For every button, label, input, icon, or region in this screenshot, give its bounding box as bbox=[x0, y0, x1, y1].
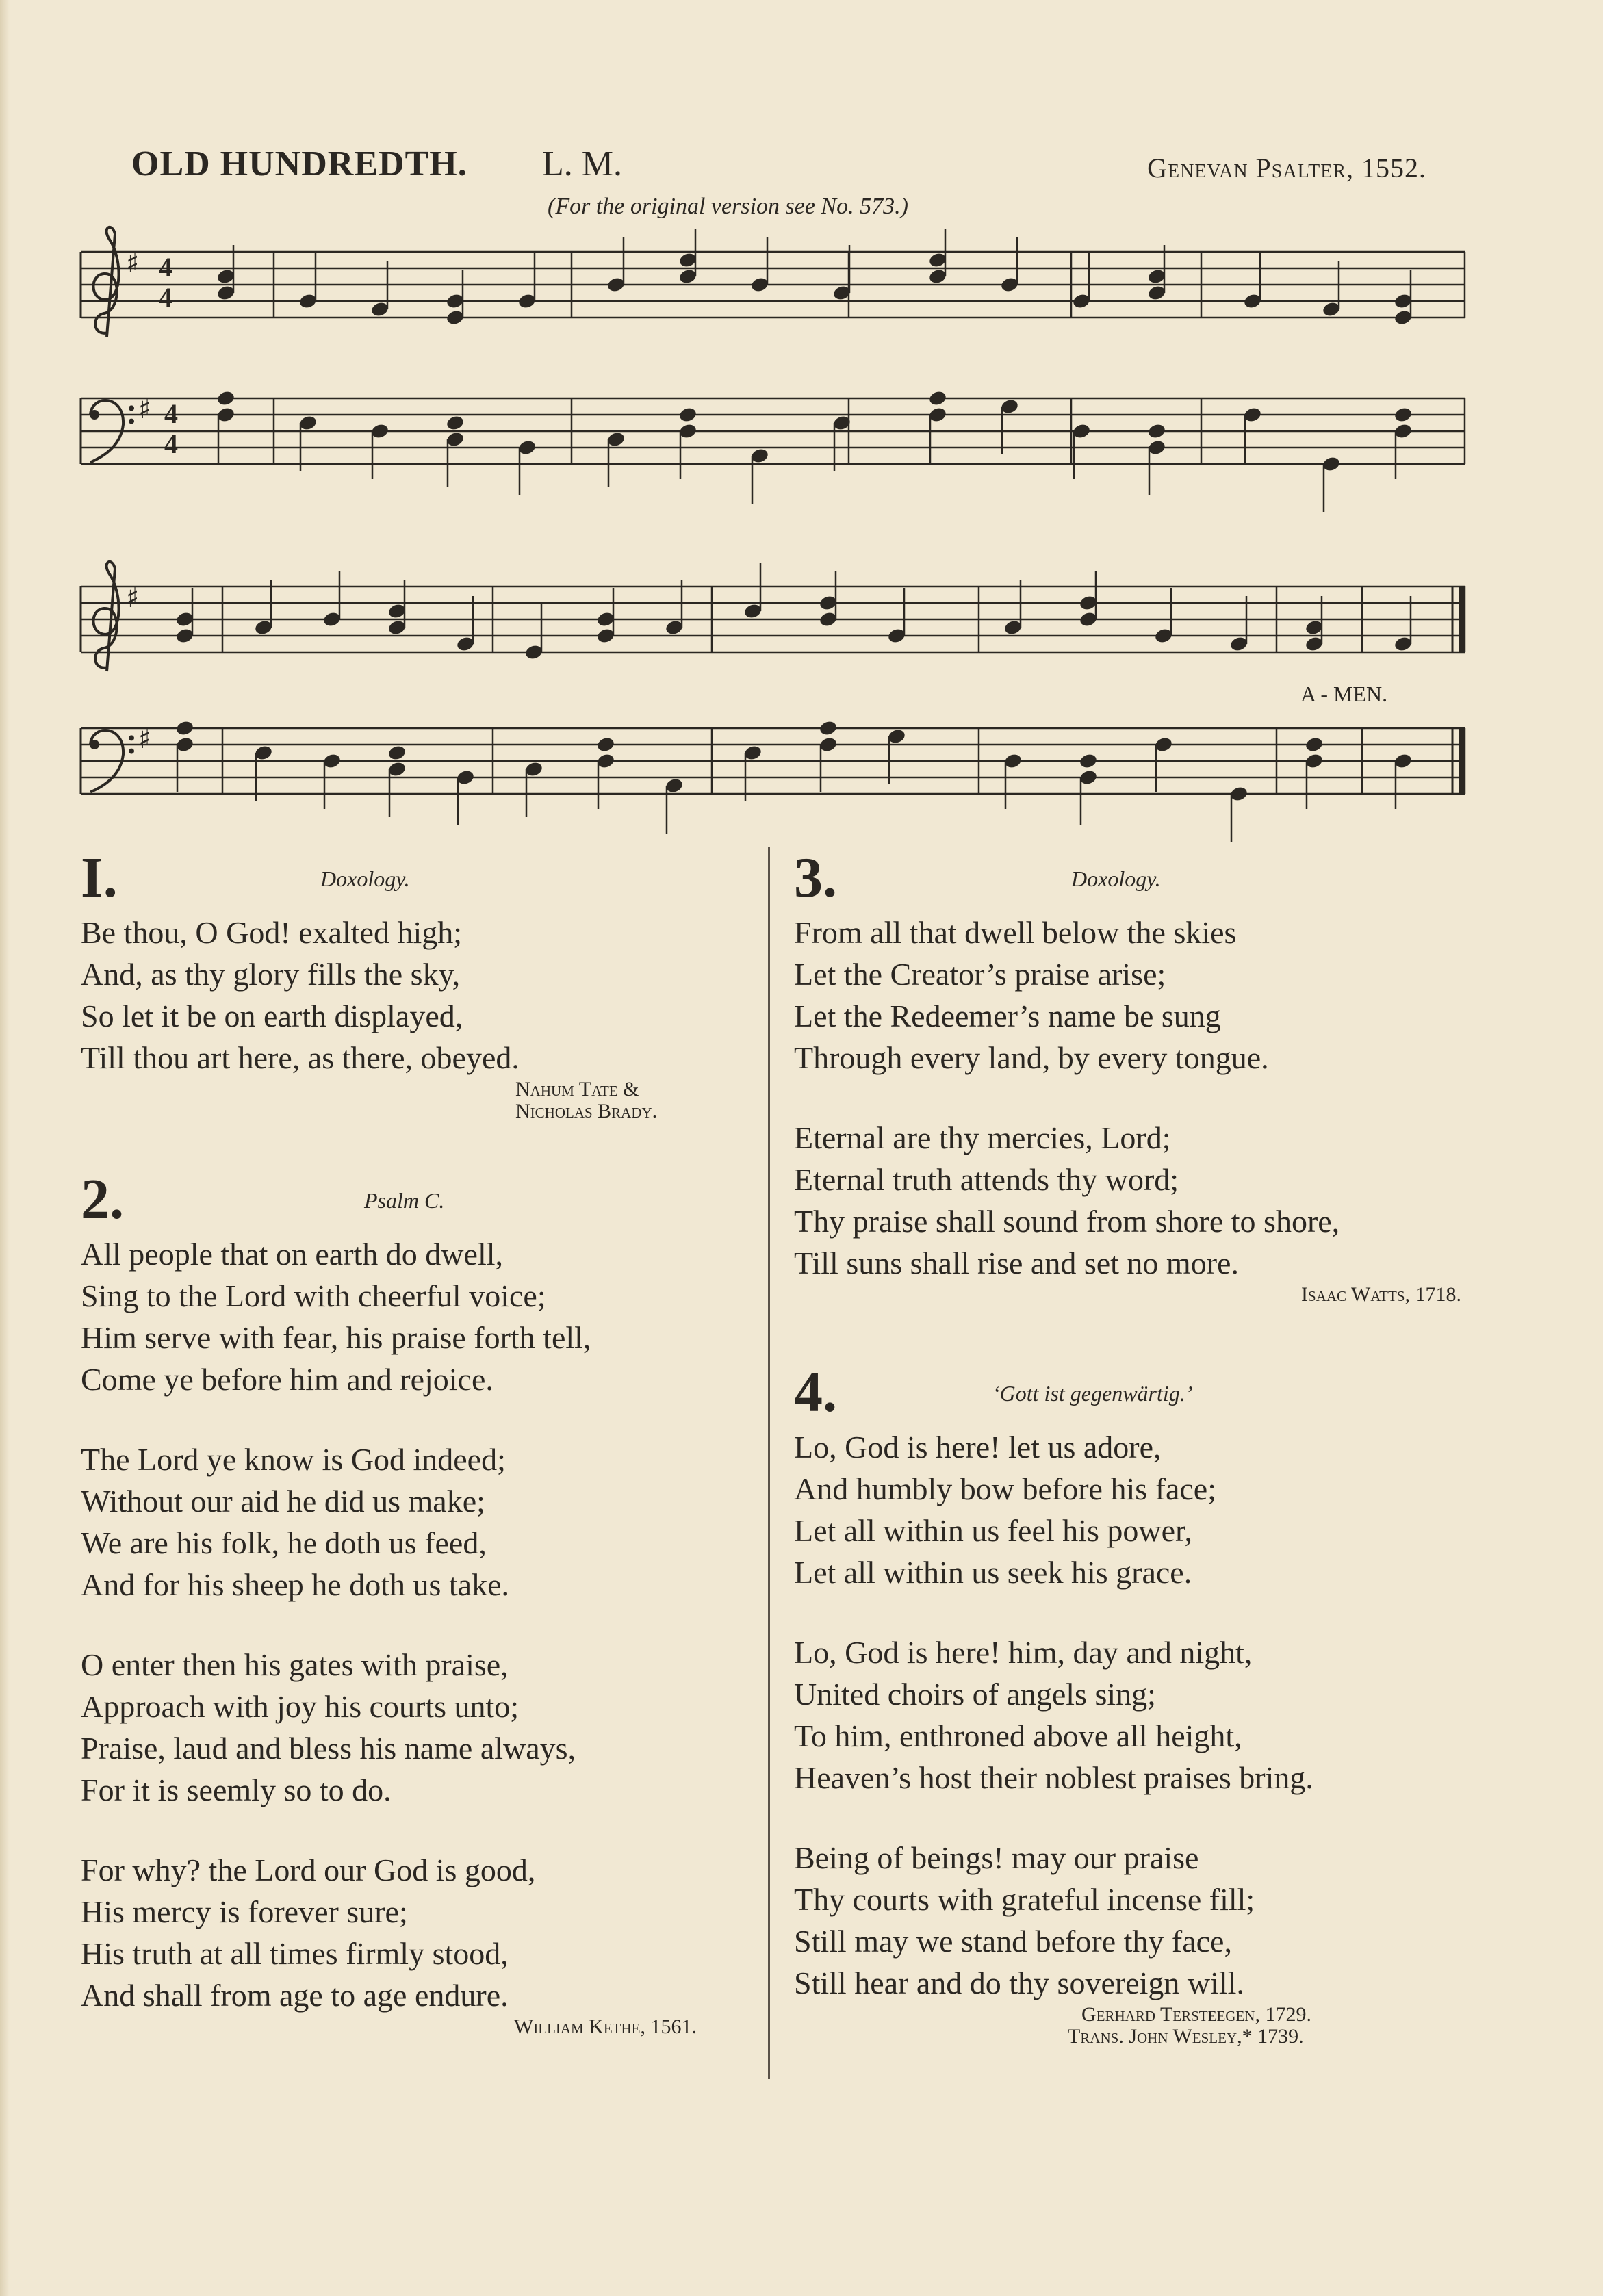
stanza bbox=[794, 1837, 1478, 2004]
column-divider bbox=[768, 847, 770, 2079]
bass-clef-dot bbox=[90, 740, 99, 749]
hymn-attribution: William Kethe, 1561. bbox=[513, 2015, 697, 2038]
treble-clef bbox=[93, 227, 118, 337]
bass-clef-dot bbox=[129, 419, 134, 424]
note-head bbox=[928, 389, 948, 407]
hymn-subtitle: Psalm C. bbox=[364, 1188, 445, 1213]
tune-title: OLD HUNDREDTH. bbox=[131, 144, 467, 183]
note-head bbox=[175, 719, 195, 736]
system-1 bbox=[81, 227, 1465, 512]
verse-line: Praise, laud and bless his name always, bbox=[81, 1731, 576, 1766]
note-head bbox=[1305, 736, 1324, 753]
verse-line: Without our aid he did us make; bbox=[81, 1484, 485, 1519]
verse-line: Let all within us feel his power, bbox=[794, 1513, 1192, 1548]
stanza bbox=[81, 1644, 738, 1811]
note-head bbox=[819, 719, 838, 736]
hymn-attribution: Nahum Tate & Nicholas Brady. bbox=[515, 1078, 658, 1122]
verse-line: Still hear and do thy sovereign will. bbox=[794, 1965, 1244, 2000]
hymn-subtitle: ‘Gott ist gegenwärtig.’ bbox=[992, 1381, 1193, 1406]
stanza bbox=[81, 1439, 738, 1605]
verse-line: Till thou art here, as there, obeyed. bbox=[81, 1040, 520, 1075]
music-score bbox=[0, 0, 1603, 842]
verse-line: For it is seemly so to do. bbox=[81, 1772, 392, 1807]
tune-source: Genevan Psalter, 1552. bbox=[1147, 153, 1426, 183]
verse-line: Eternal truth attends thy word; bbox=[794, 1162, 1179, 1197]
verse-line: All people that on earth do dwell, bbox=[81, 1237, 504, 1272]
verse-line: Him serve with fear, his praise forth tell, bbox=[81, 1320, 591, 1355]
verse-line: Eternal are thy mercies, Lord; bbox=[794, 1120, 1171, 1155]
verse-line: Still may we stand before thy face, bbox=[794, 1924, 1232, 1959]
original-version-note: (For the original version see No. 573.) bbox=[548, 194, 908, 219]
hymn-number: 2. bbox=[81, 1168, 124, 1231]
verse-line: Heaven’s host their noblest praises bring. bbox=[794, 1760, 1313, 1795]
system-2 bbox=[81, 562, 1465, 842]
stanza bbox=[794, 912, 1478, 1079]
verse-line: The Lord ye know is God indeed; bbox=[81, 1442, 506, 1477]
bass-staff bbox=[81, 719, 1465, 842]
note-head bbox=[678, 406, 698, 423]
time-signature: 4 bbox=[159, 252, 172, 283]
verse-line: We are his folk, he doth us feed, bbox=[81, 1525, 487, 1560]
tune-meter: L. M. bbox=[542, 144, 622, 183]
hymn-4 bbox=[794, 1360, 1478, 2048]
key-signature-sharp: ♯ bbox=[138, 393, 152, 425]
bass-clef-dot bbox=[129, 405, 134, 411]
hymn-number: 4. bbox=[794, 1360, 837, 1424]
verse-line: Till suns shall rise and set no more. bbox=[794, 1246, 1239, 1280]
left-column bbox=[81, 846, 738, 2038]
verse-line: Be thou, O God! exalted high; bbox=[81, 915, 463, 950]
key-signature-sharp: ♯ bbox=[126, 582, 140, 614]
hymn-stanzas bbox=[794, 912, 1478, 1284]
key-signature-sharp: ♯ bbox=[126, 248, 140, 279]
hymn-number: 3. bbox=[794, 846, 837, 910]
hymn-3 bbox=[794, 846, 1478, 1306]
hymn-number: I. bbox=[81, 846, 118, 910]
note-head bbox=[387, 744, 407, 761]
treble-staff bbox=[81, 227, 1465, 337]
time-signature: 4 bbox=[164, 398, 178, 429]
verse-line: Let the Creator’s praise arise; bbox=[794, 957, 1166, 992]
stanza bbox=[81, 912, 738, 1079]
verse-line: To him, enthroned above all height, bbox=[794, 1718, 1242, 1753]
verse-line: So let it be on earth displayed, bbox=[81, 998, 463, 1033]
verse-line: Lo, God is here! him, day and night, bbox=[794, 1635, 1253, 1670]
verse-line: Through every land, by every tongue. bbox=[794, 1040, 1269, 1075]
verse-line: Come ye before him and rejoice. bbox=[81, 1362, 493, 1397]
verse-line: Let the Redeemer’s name be sung bbox=[794, 998, 1221, 1033]
verse-line: And humbly bow before his face; bbox=[794, 1471, 1217, 1506]
bass-clef-dot bbox=[90, 410, 99, 420]
stanza bbox=[794, 1631, 1478, 1798]
note-head bbox=[1394, 406, 1413, 423]
verse-line: And shall from age to age endure. bbox=[81, 1978, 509, 2013]
treble-staff bbox=[81, 562, 1465, 671]
verse-line: Approach with joy his courts unto; bbox=[81, 1689, 520, 1724]
note-head bbox=[1147, 422, 1167, 439]
hymn-subtitle: Doxology. bbox=[1071, 866, 1161, 891]
hymn-1 bbox=[81, 846, 738, 1122]
treble-clef bbox=[93, 562, 118, 671]
verse-line: Let all within us seek his grace. bbox=[794, 1555, 1192, 1590]
note-head bbox=[596, 736, 616, 753]
stanza bbox=[794, 1117, 1478, 1284]
hymn-stanzas bbox=[81, 912, 738, 1079]
verse-line: Being of beings! may our praise bbox=[794, 1840, 1199, 1875]
time-signature: 4 bbox=[159, 282, 172, 313]
verse-line: His mercy is forever sure; bbox=[81, 1894, 408, 1929]
hymn-subtitle: Doxology. bbox=[320, 866, 410, 891]
note-head bbox=[216, 389, 236, 407]
verse-line: O enter then his gates with praise, bbox=[81, 1647, 509, 1682]
bass-staff bbox=[81, 389, 1465, 512]
verse-line: Thy praise shall sound from shore to shore, bbox=[794, 1204, 1340, 1239]
amen-lyric: A - MEN. bbox=[1300, 682, 1388, 706]
verse-line: Lo, God is here! let us adore, bbox=[794, 1430, 1162, 1465]
stanza bbox=[794, 1426, 1478, 1593]
hymn-2 bbox=[81, 1168, 738, 2038]
verse-line: United choirs of angels sing; bbox=[794, 1677, 1156, 1712]
verse-line: From all that dwell below the skies bbox=[794, 915, 1237, 950]
verse-line: And, as thy glory fills the sky, bbox=[81, 957, 461, 992]
verse-line: And for his sheep he doth us take. bbox=[81, 1567, 509, 1602]
verse-line: For why? the Lord our God is good, bbox=[81, 1853, 536, 1887]
verse-line: His truth at all times firmly stood, bbox=[81, 1936, 509, 1971]
bass-clef-dot bbox=[129, 749, 134, 754]
stanza bbox=[81, 1849, 738, 2016]
right-column bbox=[794, 846, 1478, 2048]
bass-clef-dot bbox=[129, 735, 134, 740]
hymn-attribution: Isaac Watts, 1718. bbox=[1301, 1283, 1461, 1306]
note-head bbox=[446, 414, 465, 431]
hymn-attribution: Gerhard Tersteegen, 1729. Trans. John Wesley,* 1739. bbox=[1068, 2003, 1311, 2048]
stanza bbox=[81, 1233, 738, 1400]
time-signature: 4 bbox=[164, 428, 178, 459]
hymn-stanzas bbox=[81, 1233, 738, 2016]
hymn-stanzas bbox=[794, 1426, 1478, 2004]
verse-line: Thy courts with grateful incense fill; bbox=[794, 1882, 1255, 1917]
note-head bbox=[1079, 752, 1099, 769]
key-signature-sharp: ♯ bbox=[138, 723, 152, 755]
verse-line: Sing to the Lord with cheerful voice; bbox=[81, 1278, 546, 1313]
